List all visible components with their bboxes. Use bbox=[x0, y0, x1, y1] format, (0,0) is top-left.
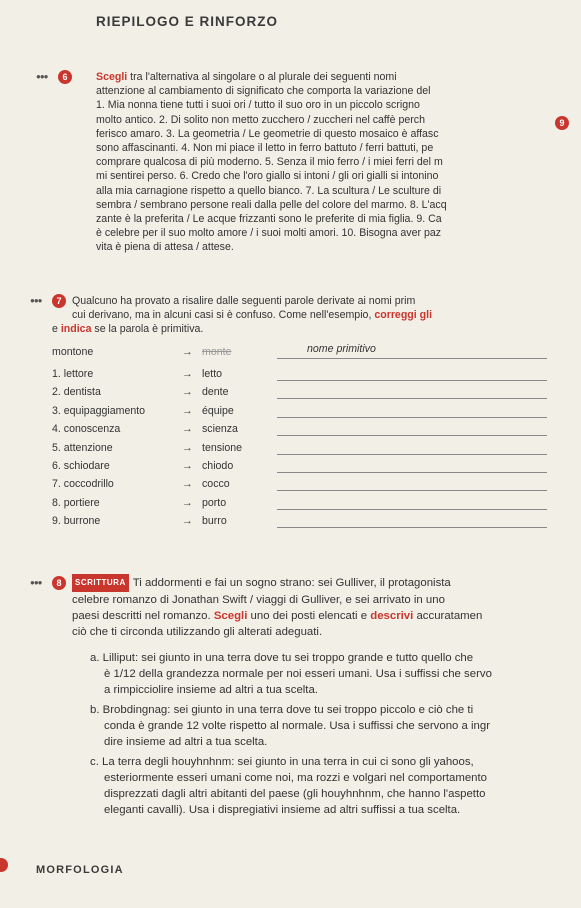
difficulty-dots: ●●● bbox=[30, 578, 42, 587]
derived-word: 3. equipaggiamento bbox=[52, 404, 146, 417]
exercise-7-line: se la parola è primitiva. bbox=[91, 323, 204, 335]
arrow-icon: → bbox=[182, 386, 193, 399]
option-line: b. Brobdingnag: sei giunto in una terra dove tu sei troppo piccolo e ciò che ti bbox=[90, 704, 474, 716]
derived-word: 4. conoscenza bbox=[52, 423, 121, 436]
word-row bbox=[52, 423, 552, 439]
example-answer: nome primitivo bbox=[307, 343, 376, 355]
instruction-verb: indica bbox=[60, 323, 92, 335]
word-row bbox=[52, 478, 552, 494]
answer-line[interactable] bbox=[277, 454, 547, 455]
root-word: cocco bbox=[202, 478, 230, 491]
derived-word: 5. attenzione bbox=[52, 441, 113, 454]
answer-line[interactable] bbox=[277, 527, 547, 528]
option-line: eleganti cavalli). Usa i dispregiativi insieme ad altri suffissi a tua scelta. bbox=[104, 804, 461, 816]
word-row bbox=[52, 442, 552, 458]
exercise-7-line: e bbox=[52, 323, 61, 335]
instruction-verb: correggi gli bbox=[374, 309, 433, 322]
derived-word: 8. portiere bbox=[52, 496, 100, 509]
root-word: letto bbox=[202, 368, 223, 380]
difficulty-dots: ●●● bbox=[30, 296, 42, 305]
derived-word: montone bbox=[52, 346, 94, 358]
option-line: disprezzati dagli altri abitanti del paese (gli houyhnhnm, che hanno l'aspetto bbox=[104, 788, 486, 800]
exercise-8-number: 8 bbox=[52, 576, 66, 590]
answer-line[interactable] bbox=[277, 435, 547, 436]
exercise-6-line: ferisco amaro. 3. La geometria / Le geometrie di questo mosaico è affasc bbox=[96, 127, 439, 140]
exercise-6-line: attenzione al cambiamento di significato che comporta la variazione del bbox=[96, 85, 431, 98]
arrow-icon: → bbox=[182, 346, 193, 358]
option-b bbox=[90, 702, 580, 750]
exercise-6-text bbox=[96, 70, 566, 255]
arrow-icon: → bbox=[182, 368, 193, 380]
root-word: tensione bbox=[202, 441, 243, 454]
footer-section-title: MORFOLOGIA bbox=[36, 864, 124, 876]
exercise-8-line: paesi descritti nel romanzo. bbox=[72, 610, 214, 622]
arrow-icon: → bbox=[182, 423, 193, 436]
exercise-6-line: zante è la preferita / Le acque frizzanti sono le preferite di mia figlia. 9. Ca bbox=[96, 213, 442, 226]
page-title: RIEPILOGO E RINFORZO bbox=[96, 14, 279, 29]
root-word: monte bbox=[202, 346, 232, 358]
answer-line[interactable] bbox=[277, 509, 547, 510]
answer-line[interactable] bbox=[277, 490, 547, 491]
word-row bbox=[52, 405, 552, 421]
example-row bbox=[52, 343, 552, 362]
root-word: scienza bbox=[202, 423, 238, 436]
exercise-8-line: uno dei posti elencati e bbox=[247, 610, 371, 622]
root-word: chiodo bbox=[202, 460, 234, 472]
arrow-icon: → bbox=[182, 478, 193, 491]
option-line: è 1/12 della grandezza normale per noi esseri umani. Usa i suffissi che servo bbox=[104, 668, 492, 680]
exercise-6-line: 1. Mia nonna tiene tutti i suoi ori / tutto il suo oro in un piccolo scrigno bbox=[96, 99, 420, 112]
word-row bbox=[52, 515, 552, 531]
derived-word: 6. schiodare bbox=[52, 460, 110, 472]
exercise-6-line: è celebre per il suo molto amore / i suoi molti amori. 10. Bisogna aver paz bbox=[96, 227, 442, 240]
answer-line[interactable] bbox=[277, 472, 547, 473]
root-word: équipe bbox=[202, 404, 234, 417]
exercise-8-line: celebre romanzo di Jonathan Swift / viaggi di Gulliver, e sei arrivato in uno bbox=[72, 594, 445, 606]
exercise-7-text bbox=[72, 294, 572, 322]
exercise-8-line: Ti addormenti e fai un sogno strano: sei Gulliver, il protagonista bbox=[132, 577, 451, 589]
exercise-7-line: cui derivano, ma in alcuni casi si è confuso. Come nell'esempio, bbox=[72, 309, 375, 322]
exercise-6-line: comprare qualcosa di più moderno. 5. Senza il mio ferro / i miei ferri del m bbox=[96, 156, 443, 169]
instruction-verb: Scegli bbox=[213, 610, 248, 622]
derived-word: 1. lettore bbox=[52, 368, 94, 380]
option-line: a rimpicciolire insieme ad altri a tua scelta. bbox=[104, 684, 318, 696]
answer-line[interactable] bbox=[277, 358, 547, 359]
answer-line[interactable] bbox=[277, 417, 547, 418]
exercise-6-number: 6 bbox=[58, 70, 72, 84]
exercise-7-line: Qualcuno ha provato a risalire dalle seguenti parole derivate ai nomi prim bbox=[72, 295, 416, 307]
instruction-verb: Scegli bbox=[96, 71, 128, 83]
option-line: conda è grande 12 volte rispetto al normale. Usa i suffissi che servono a ingr bbox=[104, 720, 491, 732]
option-line: a. Lilliput: sei giunto in una terra dove tu sei troppo grande e tutto quello che bbox=[90, 652, 474, 664]
word-row bbox=[52, 368, 552, 384]
exercise-6-line: mi sentirei perso. 6. Credo che l'oro giallo si intoni / gli ori gialli si intonino bbox=[96, 170, 439, 183]
section-marker bbox=[0, 858, 8, 872]
word-row bbox=[52, 497, 552, 513]
exercise-6-line: sono affascinanti. 4. Non mi piace il letto in ferro battuto / ferri battuti, pe bbox=[96, 142, 434, 155]
derived-word: 7. coccodrillo bbox=[52, 478, 114, 491]
arrow-icon: → bbox=[182, 515, 193, 528]
exercise-8-line: accuratamen bbox=[413, 610, 483, 622]
answer-line[interactable] bbox=[277, 398, 547, 399]
option-line: esteriormente esseri umani come noi, ma rozzi e volgari nel comportamento bbox=[104, 772, 488, 784]
instruction-verb: descrivi bbox=[370, 610, 414, 622]
exercise-8-text bbox=[72, 574, 577, 640]
option-line: dire insieme ad altri a tua scelta. bbox=[104, 736, 268, 748]
exercise-6-line: molto antico. 2. Di solito non metto zucchero / zuccheri nel caffè perch bbox=[96, 113, 425, 126]
answer-line[interactable] bbox=[277, 380, 547, 381]
arrow-icon: → bbox=[182, 441, 193, 454]
arrow-icon: → bbox=[182, 404, 193, 417]
arrow-icon: → bbox=[182, 460, 193, 472]
root-word: burro bbox=[202, 515, 227, 528]
option-line: c. La terra degli houyhnhnm: sei giunto in una terra in cui ci sono gli yahoos, bbox=[90, 756, 474, 768]
option-a bbox=[90, 650, 580, 698]
exercise-6-line: sembra / sembrano persone reali dalla pelle del colore del marmo. 8. L'acq bbox=[96, 198, 447, 211]
option-c bbox=[90, 754, 580, 818]
exercise-6-intro: tra l'alternativa al singolare o al plurale dei seguenti nomi bbox=[127, 71, 397, 83]
derived-word: 9. burrone bbox=[52, 515, 101, 528]
exercise-7-number: 7 bbox=[52, 294, 66, 308]
arrow-icon: → bbox=[182, 496, 193, 509]
derived-word: 2. dentista bbox=[52, 386, 101, 399]
side-number-badge: 9 bbox=[555, 116, 569, 130]
word-row bbox=[52, 386, 552, 402]
writing-badge: SCRITTURA bbox=[72, 574, 129, 592]
exercise-6-line: vita è piena di attesa / attese. bbox=[96, 241, 234, 254]
root-word: dente bbox=[202, 386, 229, 399]
exercise-8-line: ciò che ti circonda utilizzando gli alterati adeguati. bbox=[72, 626, 323, 638]
exercise-6-line: alla mia carnagione rispetto a quello bianco. 7. La scultura / Le sculture di bbox=[96, 184, 442, 197]
exercise-7-text-cont bbox=[52, 322, 552, 336]
word-row bbox=[52, 460, 552, 476]
difficulty-dots: ●●● bbox=[36, 72, 48, 81]
root-word: porto bbox=[202, 496, 227, 509]
